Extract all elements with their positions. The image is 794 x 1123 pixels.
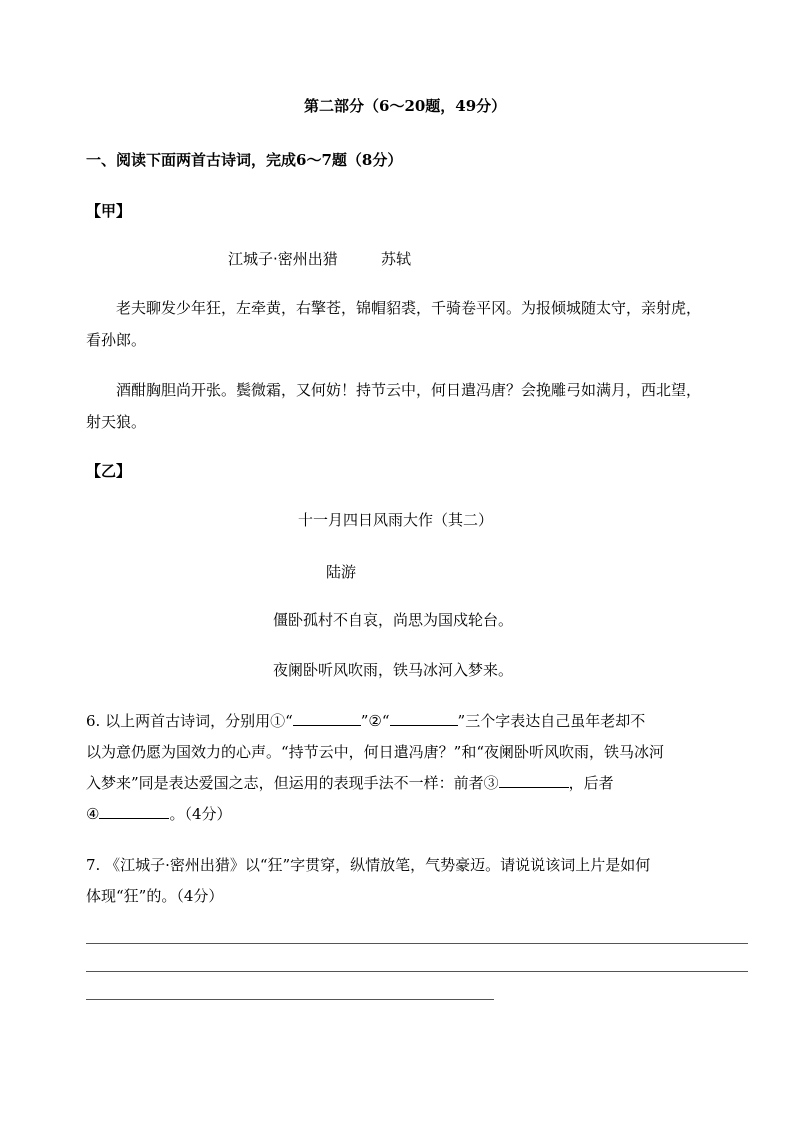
q6-line4-part-b: 。（4分） xyxy=(169,805,232,823)
q6-line3-part-a: 入梦来”同是表达爱国之志，但运用的表现手法不一样：前者③ xyxy=(86,774,499,792)
poem-a-tag: 【甲】 xyxy=(86,202,132,220)
q6-line3 xyxy=(86,773,614,793)
poem-a-para1-line2: 看孙郎。 xyxy=(86,331,147,349)
q7-line2: 体现“狂”的。（4分） xyxy=(86,887,224,905)
q7-line1: 7. 《江城子·密州出猎》以“狂”字贯穿，纵情放笔，气势豪迈。请说说该词上片是如何 xyxy=(86,856,651,874)
answer-blank-4[interactable] xyxy=(99,804,169,819)
poem-a-title: 江城子·密州出猎 xyxy=(228,250,338,268)
q6-line3-part-b: ，后者 xyxy=(568,774,614,792)
answer-blank-3[interactable] xyxy=(499,773,569,788)
q6-line1-part-b: ”②“ xyxy=(360,712,390,730)
answer-line-2[interactable] xyxy=(86,971,748,972)
poem-a-para1-line1: 老夫聊发少年狂，左牵黄，右擎苍，锦帽貂裘，千骑卷平冈。为报倾城随太守，亲射虎， xyxy=(116,299,702,317)
question-group-title: 一、阅读下面两首古诗词，完成6～7题（8分） xyxy=(86,151,403,169)
q6-line1 xyxy=(86,711,645,731)
poem-b-author: 陆游 xyxy=(326,563,357,581)
poem-a-author: 苏轼 xyxy=(381,250,412,268)
q6-line4 xyxy=(86,804,232,824)
answer-blank-1[interactable] xyxy=(293,711,361,726)
q6-line1-part-c: ”三个字表达自己虽年老却不 xyxy=(457,712,646,730)
poem-b-line2: 夜阑卧听风吹雨，铁马冰河入梦来。 xyxy=(273,661,514,679)
q6-line4-part-a: ④ xyxy=(86,805,100,823)
q6-line2: 以为意仍愿为国效力的心声。“持节云中，何日遣冯唐？”和“夜阑卧听风吹雨，铁马冰河 xyxy=(86,743,665,761)
poem-b-tag: 【乙】 xyxy=(86,462,132,480)
poem-b-title: 十一月四日风雨大作（其二） xyxy=(298,511,494,529)
answer-line-1[interactable] xyxy=(86,943,748,944)
poem-a-para2-line2: 射天狼。 xyxy=(86,413,147,431)
section-title: 第二部分（6～20题，49分） xyxy=(304,97,507,115)
poem-a-para2-line1: 酒酣胸胆尚开张。鬓微霜，又何妨！持节云中，何日遣冯唐？会挽雕弓如满月，西北望， xyxy=(116,381,702,399)
q6-line1-part-a: 6. 以上两首古诗词，分别用①“ xyxy=(86,712,293,730)
answer-blank-2[interactable] xyxy=(390,711,458,726)
poem-b-line1: 僵卧孤村不自哀，尚思为国戍轮台。 xyxy=(273,611,514,629)
answer-line-3[interactable] xyxy=(86,999,494,1000)
